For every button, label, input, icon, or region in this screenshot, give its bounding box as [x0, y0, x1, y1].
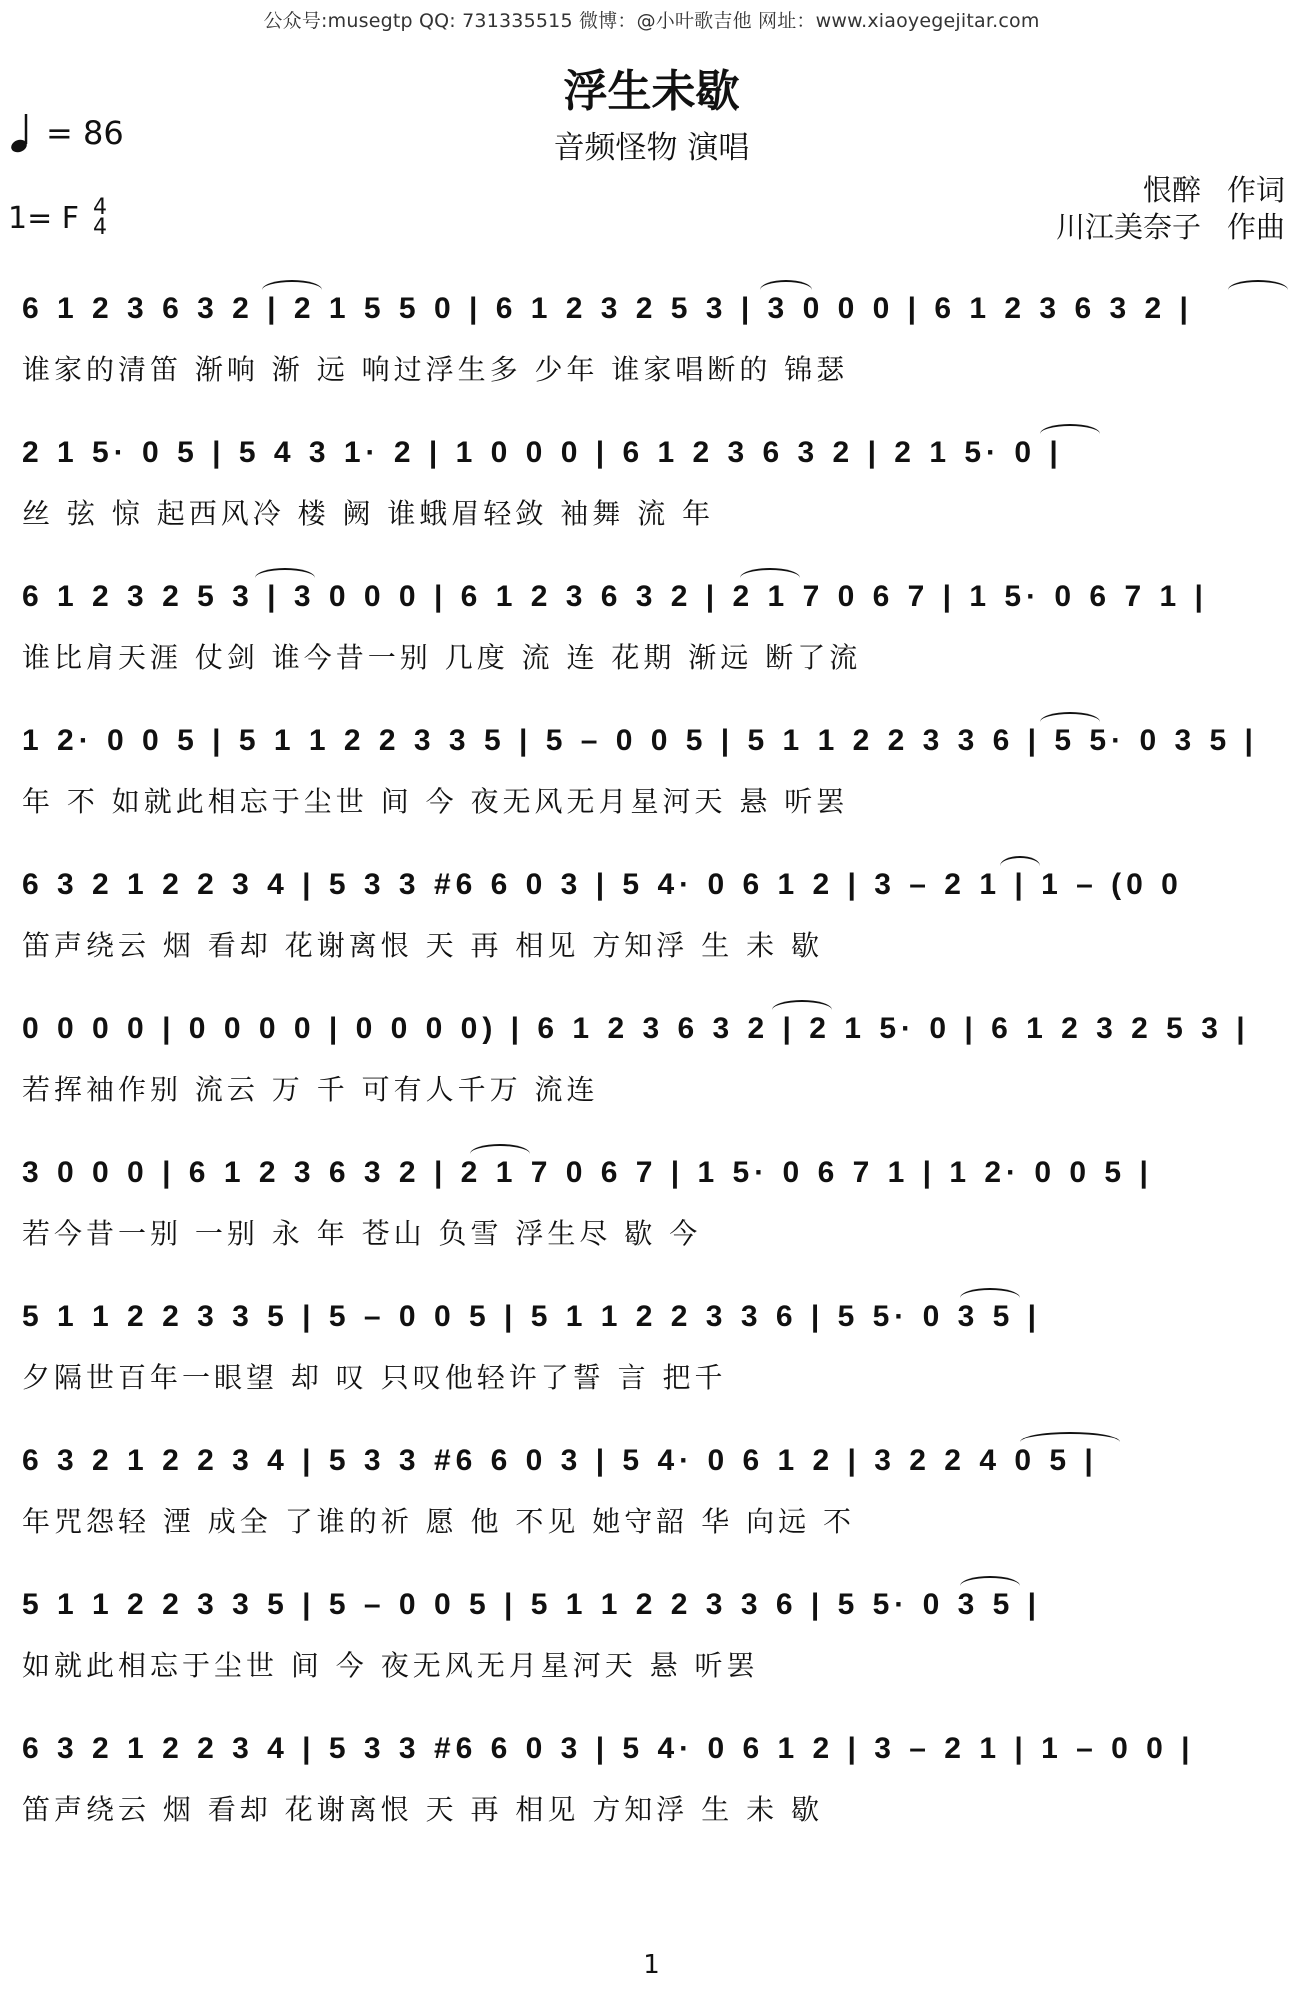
time-signature-bottom: 4 — [93, 215, 108, 240]
tempo-value: = 86 — [46, 114, 124, 152]
slur-mark — [1020, 1432, 1120, 1452]
time-signature — [93, 195, 108, 240]
key-signature — [8, 195, 108, 240]
slur-mark — [255, 568, 315, 588]
lyrics-line: 谁家的清笛 渐响 渐 远 响过浮生多 少年 谁家唱断的 锦瑟 — [22, 353, 849, 386]
lyrics-line: 笛声绕云 烟 看却 花谢离恨 天 再 相见 方知浮 生 未 歇 — [22, 1793, 824, 1826]
lyrics-line: 夕隔世百年一眼望 却 叹 只叹他轻许了誓 言 把千 — [22, 1361, 727, 1394]
slur-mark — [960, 1576, 1020, 1596]
slur-mark — [262, 280, 322, 300]
lyrics-line: 若挥袖作别 流云 万 千 可有人千万 流连 — [22, 1073, 599, 1106]
page-number: 1 — [643, 1950, 660, 1980]
lyrics-line: 笛声绕云 烟 看却 花谢离恨 天 再 相见 方知浮 生 未 歇 — [22, 929, 824, 962]
lyrics-line: 谁比肩天涯 仗剑 谁今昔一别 几度 流 连 花期 渐远 断了流 — [22, 641, 862, 674]
notes-line: 6 1 2 3 6 3 2 | 2 1 5 5 0 | 6 1 2 3 2 5 3 | 3 0 0 0 | 6 1 2 3 6 3 2 | — [22, 292, 1193, 325]
singer-credit: 音频怪物 演唱 — [553, 130, 750, 166]
site-info-header: 公众号:musegtp QQ: 731335515 微博：@小叶歌吉他 网址：www.xiaoyegejitar.com — [263, 10, 1040, 32]
notes-line: 5 1 1 2 2 3 3 5 | 5 – 0 0 5 | 5 1 1 2 2 3 3 6 | 5 5· 0 3 5 | — [22, 1588, 1042, 1621]
notes-line: 6 3 2 1 2 2 3 4 | 5 3 3 #6 6 0 3 | 5 4· 0 6 1 2 | 3 – 2 1 | 1 – 0 0 | — [22, 1732, 1195, 1765]
slur-mark — [760, 280, 812, 300]
slur-mark — [1040, 712, 1100, 732]
lyrics-line: 如就此相忘于尘世 间 今 夜无风无月星河天 悬 听罢 — [22, 1649, 759, 1682]
slur-mark — [1040, 424, 1100, 444]
lyricist-name: 恨醉 — [1142, 173, 1201, 207]
notes-line: 6 1 2 3 2 5 3 | 3 0 0 0 | 6 1 2 3 6 3 2 | 2 1 7 0 6 7 | 1 5· 0 6 7 1 | — [22, 580, 1208, 613]
notes-line: 1 2· 0 0 5 | 5 1 1 2 2 3 3 5 | 5 – 0 0 5 | 5 1 1 2 2 3 3 6 | 5 5· 0 3 5 | — [22, 724, 1258, 757]
notes-line: 3 0 0 0 | 6 1 2 3 6 3 2 | 2 1 7 0 6 7 | 1 5· 0 6 7 1 | 1 2· 0 0 5 | — [22, 1156, 1153, 1189]
notes-line: 6 3 2 1 2 2 3 4 | 5 3 3 #6 6 0 3 | 5 4· 0 6 1 2 | 3 2 2 4 0 5 | — [22, 1444, 1098, 1477]
lyrics-line: 年 不 如就此相忘于尘世 间 今 夜无风无月星河天 悬 听罢 — [22, 785, 849, 818]
notes-line: 2 1 5· 0 5 | 5 4 3 1· 2 | 1 0 0 0 | 6 1 2 3 6 3 2 | 2 1 5· 0 | — [22, 436, 1063, 469]
tempo-marking — [10, 112, 124, 154]
slur-mark — [740, 568, 800, 588]
quarter-note-icon — [10, 112, 32, 154]
composer-name: 川江美奈子 — [1055, 210, 1201, 244]
time-signature-top: 4 — [93, 195, 108, 220]
composer-role: 作曲 — [1226, 210, 1285, 244]
slur-mark — [1228, 280, 1288, 300]
lyrics-line: 若今昔一别 一别 永 年 苍山 负雪 浮生尽 歇 今 — [22, 1217, 702, 1250]
notes-line: 0 0 0 0 | 0 0 0 0 | 0 0 0 0) | 6 1 2 3 6 3 2 | 2 1 5· 0 | 6 1 2 3 2 5 3 | — [22, 1012, 1250, 1045]
slur-mark — [1000, 856, 1040, 876]
song-title: 浮生未歇 — [563, 66, 740, 117]
lyricist-role: 作词 — [1226, 173, 1285, 207]
slur-mark — [470, 1144, 530, 1164]
composer-credit — [1056, 209, 1285, 246]
credits — [1056, 172, 1285, 246]
notes-line: 5 1 1 2 2 3 3 5 | 5 – 0 0 5 | 5 1 1 2 2 3 3 6 | 5 5· 0 3 5 | — [22, 1300, 1042, 1333]
notes-line: 6 3 2 1 2 2 3 4 | 5 3 3 #6 6 0 3 | 5 4· 0 6 1 2 | 3 – 2 1 | 1 – (0 0 — [22, 868, 1183, 901]
slur-mark — [772, 1000, 832, 1020]
lyricist-credit — [1056, 172, 1285, 209]
lyrics-line: 丝 弦 惊 起西风冷 楼 阙 谁蛾眉轻敛 袖舞 流 年 — [22, 497, 715, 530]
slur-mark — [960, 1288, 1020, 1308]
lyrics-line: 年咒怨轻 湮 成全 了谁的祈 愿 他 不见 她守韶 华 向远 不 — [22, 1505, 856, 1538]
key-label: 1= F — [8, 200, 80, 236]
